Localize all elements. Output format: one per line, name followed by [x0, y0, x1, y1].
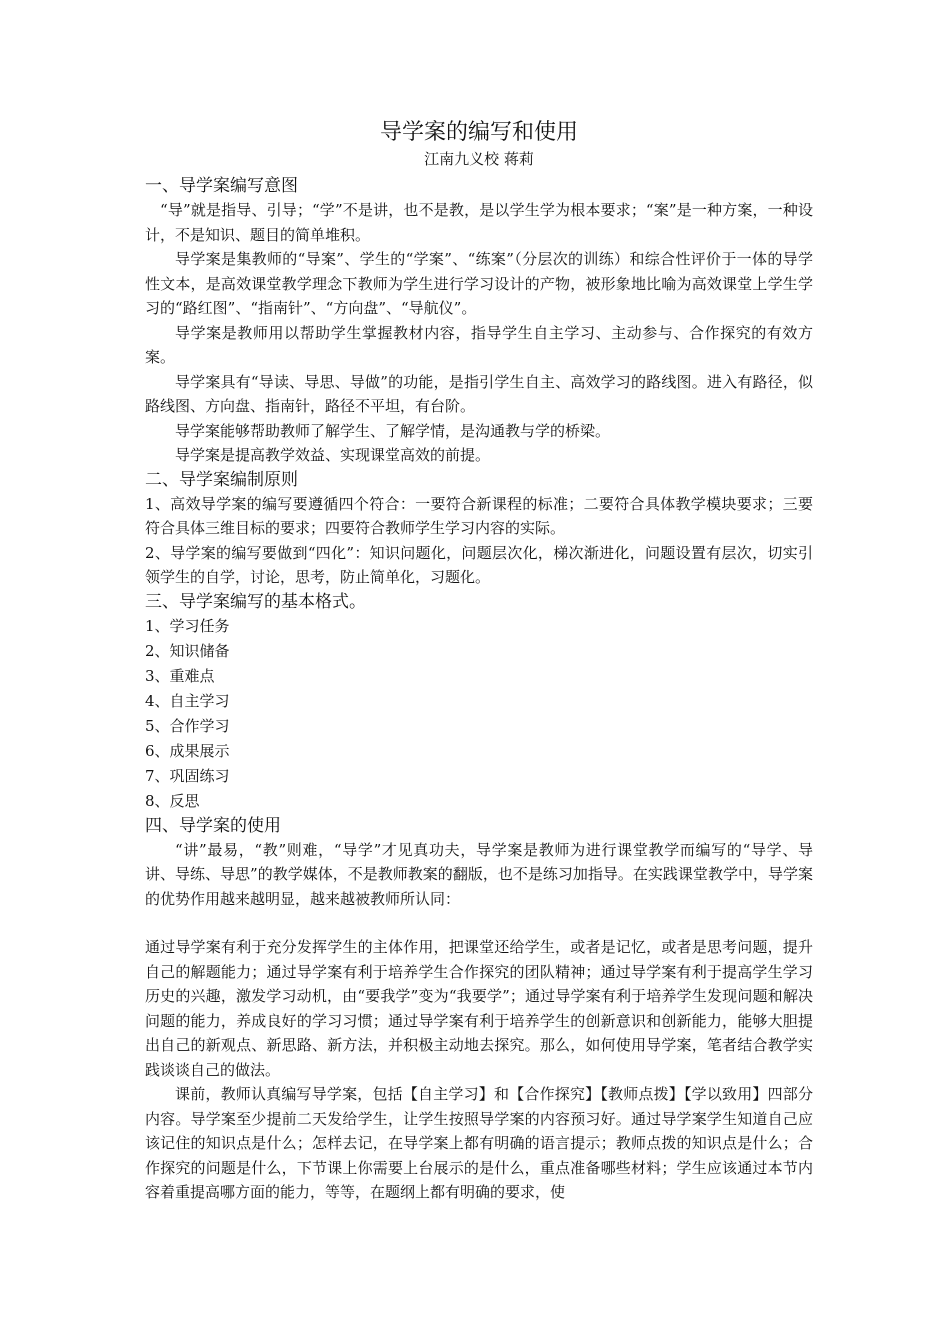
document-page	[145, 118, 813, 1205]
section-1-heading: 一、导学案编写意图	[145, 176, 298, 196]
format-list-item: 7、巩固练习	[145, 766, 230, 785]
format-list-item: 2、知识储备	[145, 641, 230, 660]
document-author: 江南九义校 蒋莉	[424, 150, 534, 168]
section-1-paragraph: 导学案能够帮助教师了解学生、了解学情，是沟通教与学的桥梁。	[175, 421, 611, 440]
section-1-paragraph: 导学案是提高教学效益、实现课堂高效的前提。	[175, 446, 491, 464]
section-1-paragraph: 导学案是集教师的“导案”、学生的“学案”、“练案”（分层次的训练）和综合性评价于一体的导学性文本，是高效课堂教学理念下教师为学生进行学习设计的产物，被形象地比喻为高效课堂上学生学习的“路红图”、“指南针”、“方向盘”、“导航仪”。	[145, 250, 813, 317]
section-2-paragraph: 2、导学案的编写要做到“四化”：知识问题化，问题层次化，梯次渐进化，问题设置有层次，切实引领学生的自学，讨论，思考，防止简单化，习题化。	[145, 543, 813, 586]
section-4-paragraph: 通过导学案有利于充分发挥学生的主体作用，把课堂还给学生，或者是记忆，或者是思考问题，提升自己的解题能力；通过导学案有利于培养学生合作探究的团队精神；通过导学案有利于提高学生学习历史的兴趣，激发学习动机，由“要我学”变为“我要学”；通过导学案有利于培养学生发现问题和解决问题的能力，养成良好的学习习惯；通过导学案有利于培养学生的创新意识和创新能力，能够大胆提出自己的新观点、新思路、新方法，并积极主动地去探究。那么，如何使用导学案，笔者结合教学实践谈谈自己的做法。	[145, 938, 813, 1079]
format-list-item: 4、自主学习	[145, 691, 230, 710]
format-list-item: 6、成果展示	[145, 741, 230, 760]
section-1-paragraph: “导”就是指导、引导；“学”不是讲，也不是教，是以学生学为根本要求；“案”是一种方案，一种设计，不是知识、题目的简单堆积。	[145, 201, 813, 244]
section-4-paragraph: 课前，教师认真编写导学案，包括【自主学习】和【合作探究】【教师点拨】【学以致用】四部分内容。导学案至少提前二天发给学生，让学生按照导学案的内容预习好。通过导学案学生知道自己应该记住的知识点是什么；怎样去记，在导学案上都有明确的语言提示；教师点拨的知识点是什么；合作探究的问题是什么，下节课上你需要上台展示的是什么，重点准备哪些材料；学生应该通过本节内容着重提高哪方面的能力，等等，在题纲上都有明确的要求，使	[145, 1085, 813, 1201]
document-title: 导学案的编写和使用	[379, 120, 578, 145]
format-list-item: 1、学习任务	[145, 616, 230, 635]
section-4-paragraph: “讲”最易，“教”则难，“导学”才见真功夫，导学案是教师为进行课堂教学而编写的“导学、导讲、导练、导思”的教学媒体，不是教师教案的翻版，也不是练习加指导。在实践课堂教学中，导学案的优势作用越来越明显，越来越被教师所认同：	[145, 840, 813, 908]
section-2-paragraph: 1、高效导学案的编写要遵循四个符合：一要符合新课程的标准；二要符合具体教学模块要求；三要符合具体三维目标的要求；四要符合教师学生学习内容的实际。	[145, 494, 813, 537]
section-2-heading: 二、导学案编制原则	[145, 469, 298, 490]
format-list-item: 8、反思	[145, 791, 200, 810]
format-list-item: 3、重难点	[145, 666, 215, 685]
section-4-heading: 四、导学案的使用	[145, 815, 281, 836]
section-3-heading: 三、导学案编写的基本格式。	[145, 591, 366, 612]
format-list-item: 5、合作学习	[145, 716, 230, 735]
section-1-paragraph: 导学案是教师用以帮助学生掌握教材内容，指导学生自主学习、主动参与、合作探究的有效方案。	[145, 323, 813, 366]
blank-line	[145, 911, 813, 935]
section-1-paragraph: 导学案具有“导读、导思、导做”的功能，是指引学生自主、高效学习的路线图。进入有路径，似路线图、方向盘、指南针，路径不平坦，有台阶。	[145, 372, 813, 415]
